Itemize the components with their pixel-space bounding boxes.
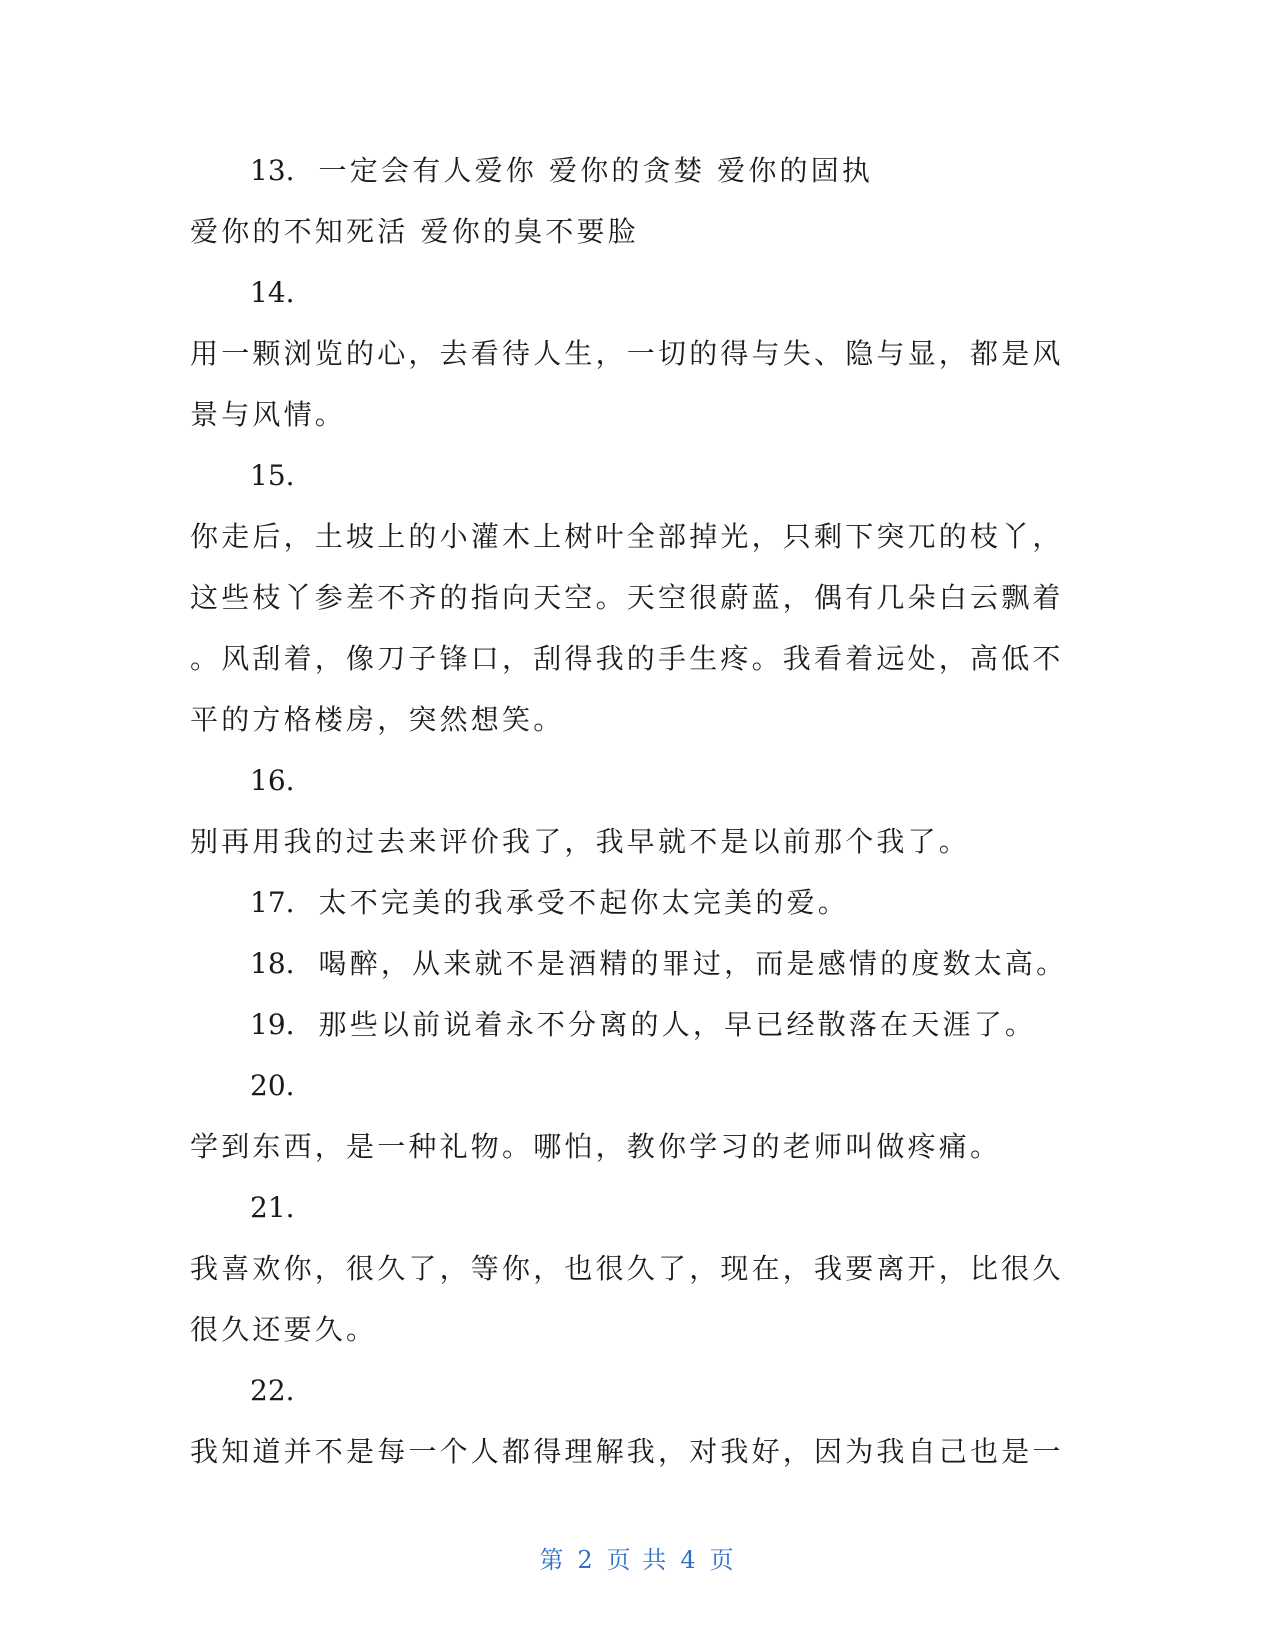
footer-total-pages: 4 [680,1546,698,1574]
text-line [190,689,1070,750]
document-body [190,140,1070,1482]
item-number: 20. [250,1069,295,1102]
text-line [190,994,1070,1055]
line-text: 平的方格楼房，突然想笑。 [190,703,565,736]
text-line [190,384,1070,445]
text-line [190,1116,1070,1177]
line-text: 太不完美的我承受不起你太完美的爱。 [318,886,849,919]
line-text: 你走后，土坡上的小灌木上树叶全部掉光，只剩下突兀的枝丫， [190,520,1064,553]
line-text: 景与风情。 [190,398,347,431]
item-number: 21. [250,1191,295,1224]
footer-page-number: 2 [577,1546,595,1574]
line-text: 。风刮着，像刀子锋口，刮得我的手生疼。我看着远处，高低不 [190,642,1064,675]
text-line [190,201,1070,262]
footer-prefix: 第 [539,1546,566,1574]
text-line [190,567,1070,628]
line-text: 学到东西，是一种礼物。哪怕，教你学习的老师叫做疼痛。 [190,1130,1002,1163]
text-line [190,1299,1070,1360]
text-line [190,262,1070,323]
line-text: 这些枝丫参差不齐的指向天空。天空很蔚蓝，偶有几朵白云飘着 [190,581,1064,614]
item-number: 19. [250,1008,295,1041]
item-number: 14. [250,276,295,309]
item-number: 13. [250,154,295,187]
text-line [190,323,1070,384]
text-line [190,1421,1070,1482]
text-line [190,140,1070,201]
text-line [190,1055,1070,1116]
text-line [190,506,1070,567]
text-line [190,1360,1070,1421]
text-line [190,750,1070,811]
item-number: 22. [250,1374,295,1407]
item-number: 15. [250,459,295,492]
line-text: 我喜欢你，很久了，等你，也很久了，现在，我要离开，比很久 [190,1252,1064,1285]
text-line [190,872,1070,933]
text-line [190,445,1070,506]
page-footer [0,1540,1275,1575]
item-number: 17. [250,886,295,919]
footer-suffix: 页 [709,1546,736,1574]
text-line [190,1177,1070,1238]
line-text: 很久还要久。 [190,1313,378,1346]
text-line [190,628,1070,689]
item-number: 18. [250,947,295,980]
line-text: 我知道并不是每一个人都得理解我，对我好，因为我自己也是一 [190,1435,1064,1468]
line-text: 那些以前说着永不分离的人，早已经散落在天涯了。 [318,1008,1037,1041]
line-text: 别再用我的过去来评价我了，我早就不是以前那个我了。 [190,825,971,858]
line-text: 喝醉，从来就不是酒精的罪过，而是感情的度数太高。 [318,947,1068,980]
text-line [190,1238,1070,1299]
line-text: 爱你的不知死活 爱你的臭不要脸 [190,215,639,248]
text-line [190,811,1070,872]
line-text: 一定会有人爱你 爱你的贪婪 爱你的固执 [318,154,874,187]
item-number: 16. [250,764,295,797]
line-text: 用一颗浏览的心，去看待人生，一切的得与失、隐与显，都是风 [190,337,1064,370]
text-line [190,933,1070,994]
footer-middle: 页 共 [606,1546,669,1574]
